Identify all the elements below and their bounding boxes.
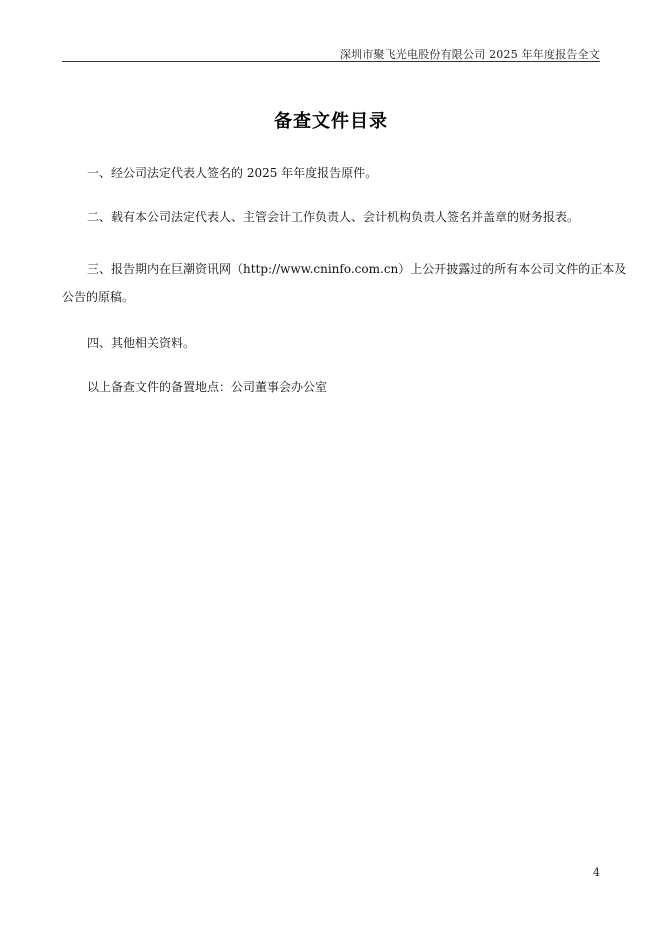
page-header: 深圳市聚飞光电股份有限公司 2025 年年度报告全文 [339,48,600,61]
document-item-4-text: 四、其他相关资料。 [87,336,196,350]
document-item-4 [62,329,600,357]
document-item-3-line-1: 三、报告期内在巨潮资讯网（http://www.cninfo.com.cn）上公开披露过的所有本公司文件的正本及 [87,262,627,276]
document-item-3-line-2: 公告的原稿。 [62,290,135,304]
document-item-3 [62,255,627,311]
document-location-text: 以上备查文件的备置地点：公司董事会办公室 [87,380,328,394]
document-title: 备查文件目录 [274,111,388,132]
document-item-1-text: 一、经公司法定代表人签名的 2025 年年度报告原件。 [87,166,378,180]
document-location-note [62,373,600,401]
header-divider [62,61,600,62]
document-item-1 [62,159,600,187]
page-number: 4 [593,866,600,879]
document-item-2 [62,203,600,231]
document-item-2-text: 二、载有本公司法定代表人、主管会计工作负责人、会计机构负责人签名并盖章的财务报表。 [87,210,580,224]
